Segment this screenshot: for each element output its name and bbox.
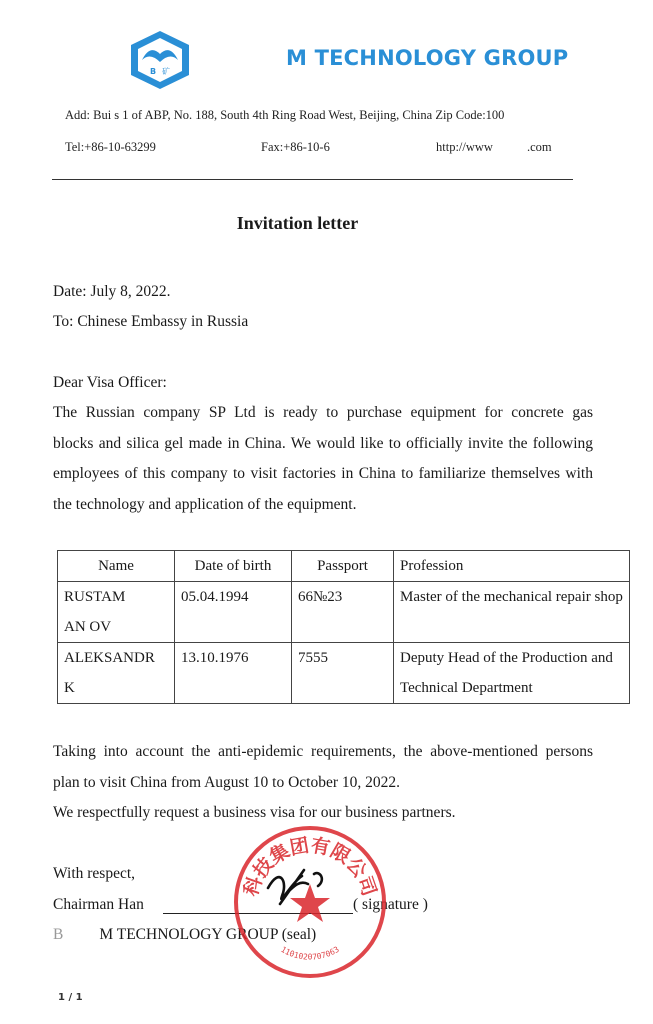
- visa-request: We respectfully request a business visa for our business partners.: [53, 804, 456, 821]
- header-profession: Profession: [394, 551, 630, 582]
- svg-text:矿: 矿: [162, 67, 170, 76]
- table-header-row: [58, 551, 630, 582]
- body-line: the technology and application of the equipment.: [53, 496, 357, 513]
- cell-name: ALEKSANDR K: [58, 643, 175, 704]
- with-respect: With respect,: [53, 865, 136, 882]
- closing-line: Taking into account the anti-epidemic requirements, the above-mentioned persons: [53, 743, 593, 760]
- body-line: blocks and silica gel made in China. We would like to officially invite the following: [53, 435, 593, 452]
- address-line: Add: Bui s 1 of ABP, No. 188, South 4th Ring Road West, Beijing, China Zip Code:100: [65, 108, 505, 122]
- company-name: M TECHNOLOGY GROUP: [286, 46, 569, 70]
- cell-dob: 13.10.1976: [175, 643, 292, 704]
- header-divider: [52, 179, 573, 180]
- closing-line: plan to visit China from August 10 to October 10, 2022.: [53, 774, 401, 791]
- cell-profession: Master of the mechanical repair shop: [394, 582, 630, 643]
- cell-passport: 66№23: [292, 582, 394, 643]
- company-logo-icon: [128, 30, 192, 90]
- cell-profession: Deputy Head of the Production and Technical Department: [394, 643, 630, 704]
- cell-name: RUSTAM AN OV: [58, 582, 175, 643]
- header-dob: Date of birth: [175, 551, 292, 582]
- redaction: [198, 48, 284, 72]
- letter-date: Date: July 8, 2022.: [53, 283, 171, 300]
- body-line: The Russian company SP Ltd is ready to purchase equipment for concrete gas: [53, 404, 593, 421]
- signature-label: ( signature ): [353, 896, 428, 913]
- header-passport: Passport: [292, 551, 394, 582]
- cell-passport: 7555: [292, 643, 394, 704]
- body-line: employees of this company to visit factories in China to familiarize themselves with: [53, 465, 593, 482]
- svg-text:B: B: [150, 67, 157, 76]
- chairman-name: Chairman Han: [53, 896, 144, 913]
- company-seal: [230, 822, 390, 982]
- cell-dob: 05.04.1994: [175, 582, 292, 643]
- salutation: Dear Visa Officer:: [53, 374, 167, 391]
- letter-recipient: To: Chinese Embassy in Russia: [53, 313, 249, 330]
- header-name: Name: [58, 551, 175, 582]
- page-number: 1 / 1: [58, 992, 83, 1003]
- table-row: [58, 582, 630, 643]
- letter-title: Invitation letter: [236, 213, 359, 233]
- website: http://www .com: [436, 140, 552, 154]
- tel-number: Tel:+86-10-63299: [65, 140, 156, 154]
- fax-number: Fax:+86-10-6: [261, 140, 330, 154]
- svg-text:1101020707063: 1101020707063: [279, 944, 341, 962]
- invitees-table: [57, 550, 630, 704]
- table-row: [58, 643, 630, 704]
- seal-line: B M TECHNOLOGY GROUP (seal): [53, 926, 317, 943]
- svg-text:科技集团有限公司: 科技集团有限公司: [239, 834, 381, 899]
